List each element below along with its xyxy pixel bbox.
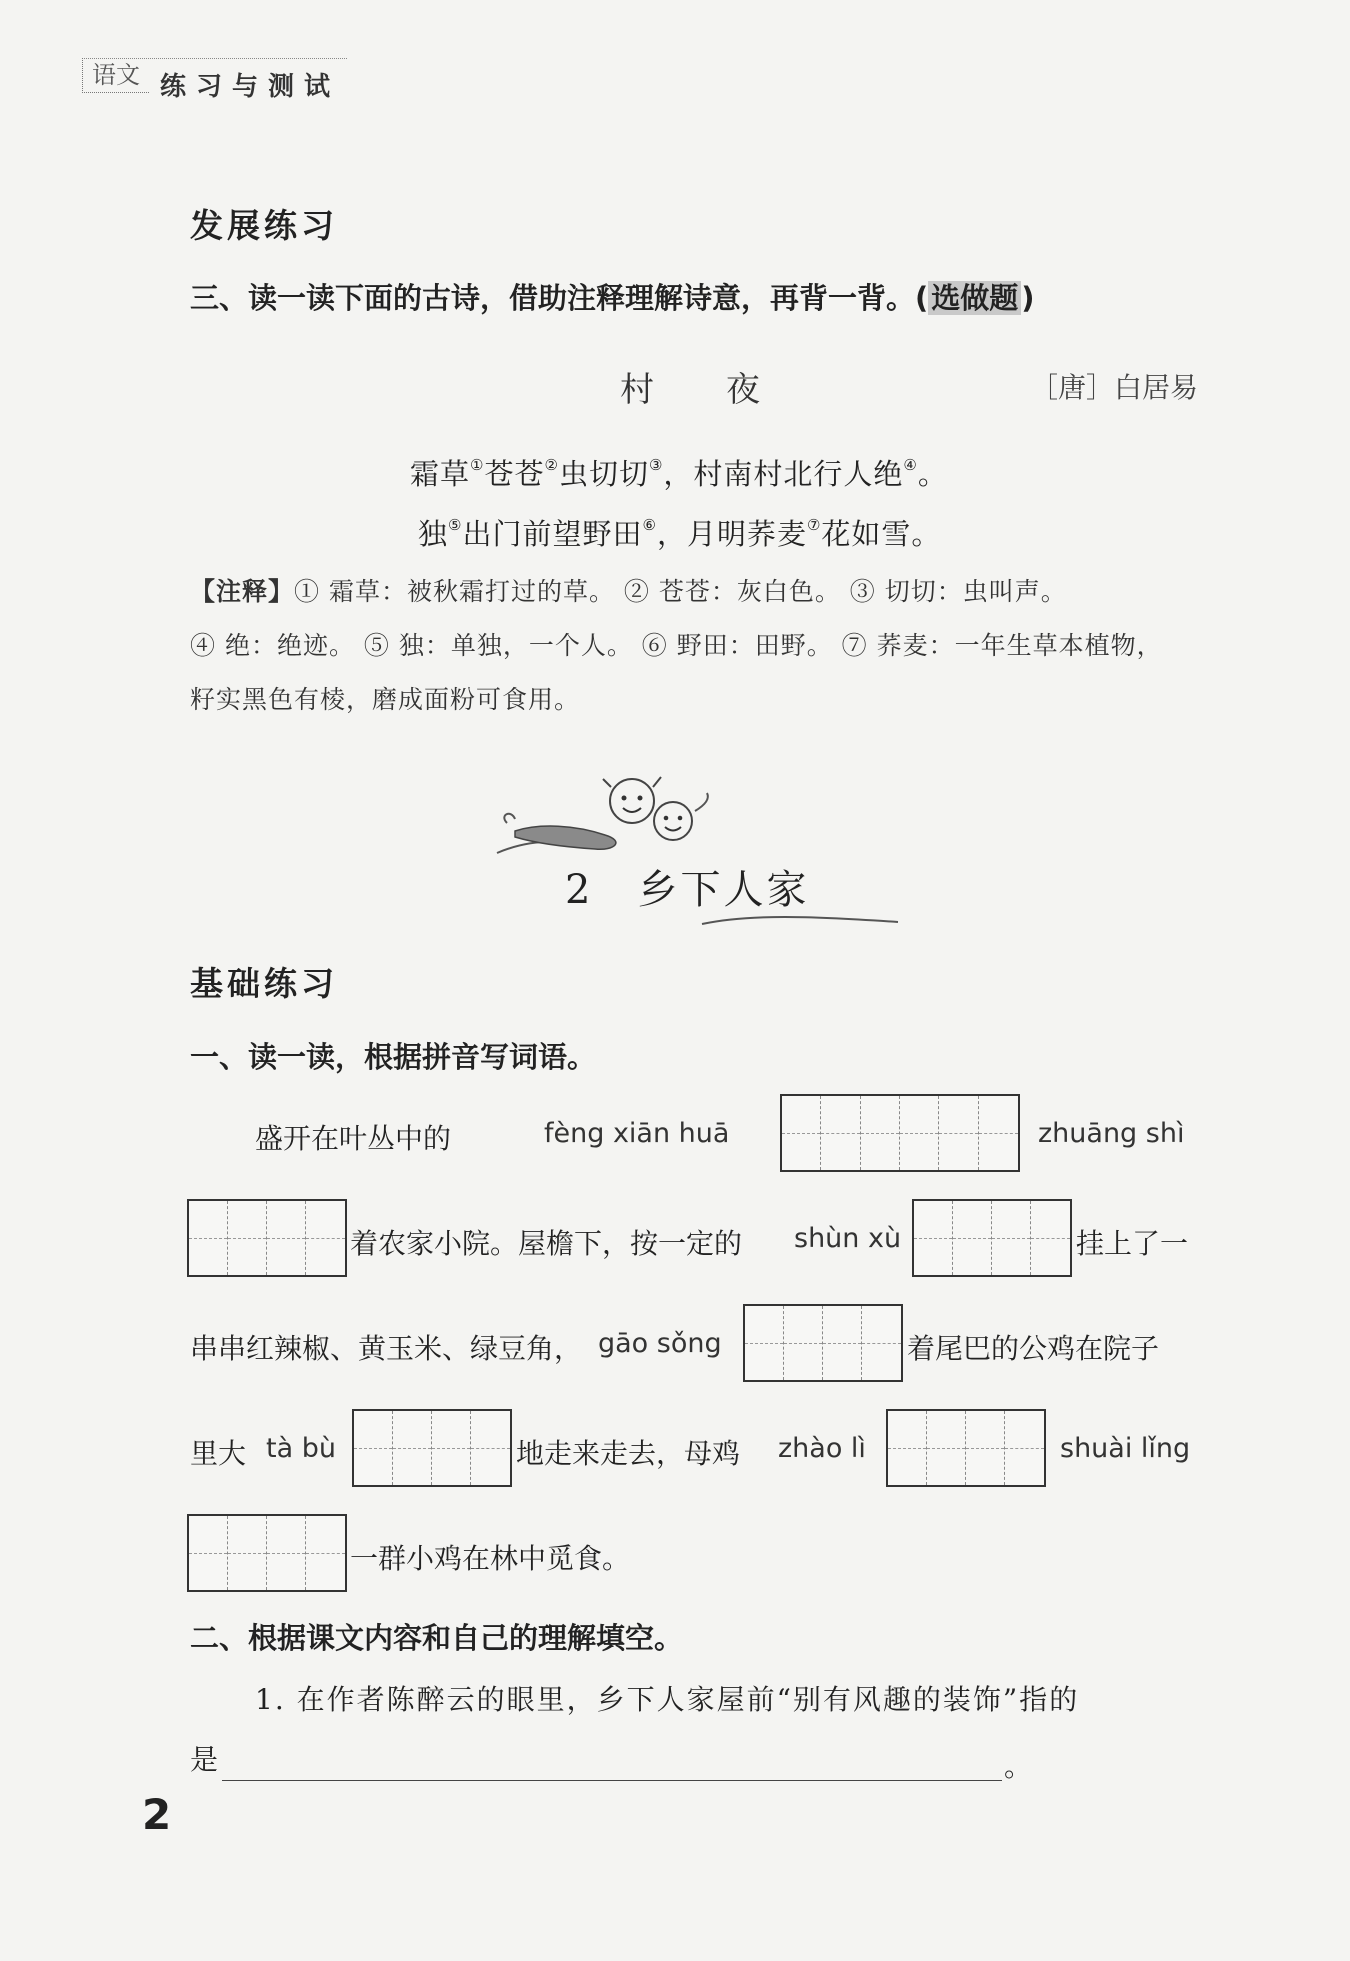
- kids-illustration: [495, 765, 730, 860]
- optional-tag: 选做题: [928, 281, 1021, 315]
- answer-grid-gaosong[interactable]: [743, 1304, 903, 1382]
- grid-cell[interactable]: [432, 1411, 471, 1485]
- question-3-text: 三、读一读下面的古诗，借助注释理解诗意，再背一背。(: [190, 281, 929, 315]
- notes-line-1: 【注释】① 霜草：被秋霜打过的草。 ② 苍苍：灰白色。 ③ 切切：虫叫声。: [190, 577, 1067, 606]
- poem-author: ［唐］白居易: [1030, 371, 1199, 404]
- answer-grid-zhaoli[interactable]: [886, 1409, 1046, 1487]
- grid-cell[interactable]: [189, 1201, 228, 1275]
- grid-cell[interactable]: [914, 1201, 953, 1275]
- grid-cell[interactable]: [784, 1306, 823, 1380]
- q1-text-row3b: 着尾巴的公鸡在院子: [907, 1332, 1160, 1365]
- grid-cell[interactable]: [927, 1411, 966, 1485]
- pinyin-zhuangshi: zhuāng shì: [1038, 1118, 1185, 1149]
- pinyin-fengxianhua: fèng xiān huā: [544, 1118, 730, 1149]
- header-book-title: 练习与测试: [160, 72, 341, 102]
- question-3-heading: [190, 276, 1035, 317]
- grid-cell[interactable]: [953, 1201, 992, 1275]
- pinyin-shunxu: shùn xù: [794, 1223, 902, 1254]
- grid-cell[interactable]: [1005, 1411, 1044, 1485]
- q2-item-1-prefix: 是: [190, 1743, 219, 1776]
- grid-cell[interactable]: [939, 1096, 978, 1170]
- title-underline-decoration: [700, 912, 900, 932]
- q2-item-1-end: 。: [1004, 1750, 1033, 1783]
- lesson-name: 乡下人家: [637, 867, 810, 913]
- section-heading-basic: 基础练习: [190, 964, 338, 1003]
- q1-text-row3a: 串串红辣椒、黄玉米、绿豆角，: [190, 1332, 583, 1365]
- answer-grid-fengxianhua[interactable]: [780, 1094, 1020, 1172]
- grid-cell[interactable]: [354, 1411, 393, 1485]
- grid-cell[interactable]: [862, 1306, 901, 1380]
- grid-cell[interactable]: [966, 1411, 1005, 1485]
- answer-grid-shunxu[interactable]: [912, 1199, 1072, 1277]
- question-3-close: ): [1021, 281, 1035, 315]
- q1-text-row2b: 挂上了一: [1076, 1227, 1189, 1260]
- lesson-number: 2: [565, 867, 594, 913]
- q1-text-row4a: 里大: [190, 1437, 247, 1470]
- grid-cell[interactable]: [228, 1516, 267, 1590]
- pinyin-zhaoli: zhào lì: [778, 1433, 866, 1464]
- grid-cell[interactable]: [992, 1201, 1031, 1275]
- page-number: 2: [142, 1790, 172, 1839]
- poem-line-1: 霜草①苍苍②虫切切③，村南村北行人绝④。: [410, 456, 948, 491]
- q1-text-row2a: 着农家小院。屋檐下，按一定的: [350, 1227, 743, 1260]
- grid-cell[interactable]: [900, 1096, 939, 1170]
- pinyin-tabu: tà bù: [266, 1433, 336, 1464]
- grid-cell[interactable]: [189, 1516, 228, 1590]
- pinyin-gaosong: gāo sǒng: [598, 1328, 722, 1359]
- lesson-title: [565, 858, 809, 915]
- q1-text-row4b: 地走来走去，母鸡: [516, 1437, 741, 1470]
- grid-cell[interactable]: [393, 1411, 432, 1485]
- answer-grid-tabu[interactable]: [352, 1409, 512, 1487]
- grid-cell[interactable]: [745, 1306, 784, 1380]
- grid-cell[interactable]: [861, 1096, 900, 1170]
- grid-cell[interactable]: [471, 1411, 510, 1485]
- notes-label: 【注释】: [190, 577, 295, 606]
- header-subject: 语文: [82, 58, 149, 93]
- answer-grid-shuailing[interactable]: [187, 1514, 347, 1592]
- grid-cell[interactable]: [979, 1096, 1018, 1170]
- grid-cell[interactable]: [306, 1516, 345, 1590]
- notes-line-2: ④ 绝：绝迹。 ⑤ 独：单独，一个人。 ⑥ 野田：田野。 ⑦ 荞麦：一年生草本植物，: [190, 631, 1163, 660]
- question-2-heading: 二、根据课文内容和自己的理解填空。: [190, 1621, 684, 1655]
- grid-cell[interactable]: [782, 1096, 821, 1170]
- q2-item-1-text: 1. 在作者陈醉云的眼里，乡下人家屋前“别有风趣的装饰”指的: [255, 1683, 1080, 1716]
- grid-cell[interactable]: [888, 1411, 927, 1485]
- pinyin-shuailing: shuài lǐng: [1060, 1433, 1191, 1464]
- poem-title: 村夜: [620, 370, 832, 410]
- grid-cell[interactable]: [823, 1306, 862, 1380]
- grid-cell[interactable]: [821, 1096, 860, 1170]
- q2-item-1-answer-blank[interactable]: [222, 1780, 1002, 1781]
- grid-cell[interactable]: [1031, 1201, 1070, 1275]
- poem-line-2: 独⑤出门前望野田⑥，月明荞麦⑦花如雪。: [418, 516, 942, 551]
- grid-cell[interactable]: [267, 1516, 306, 1590]
- grid-cell[interactable]: [306, 1201, 345, 1275]
- grid-cell[interactable]: [228, 1201, 267, 1275]
- section-heading-develop: 发展练习: [190, 206, 338, 245]
- grid-cell[interactable]: [267, 1201, 306, 1275]
- answer-grid-zhuangshi[interactable]: [187, 1199, 347, 1277]
- q1-text-row5a: 一群小鸡在林中觅食。: [350, 1542, 631, 1575]
- q1-text-row1a: 盛开在叶丛中的: [255, 1122, 452, 1155]
- question-1-heading: 一、读一读，根据拼音写词语。: [190, 1040, 597, 1074]
- notes-line-3: 籽实黑色有棱，磨成面粉可食用。: [190, 685, 581, 714]
